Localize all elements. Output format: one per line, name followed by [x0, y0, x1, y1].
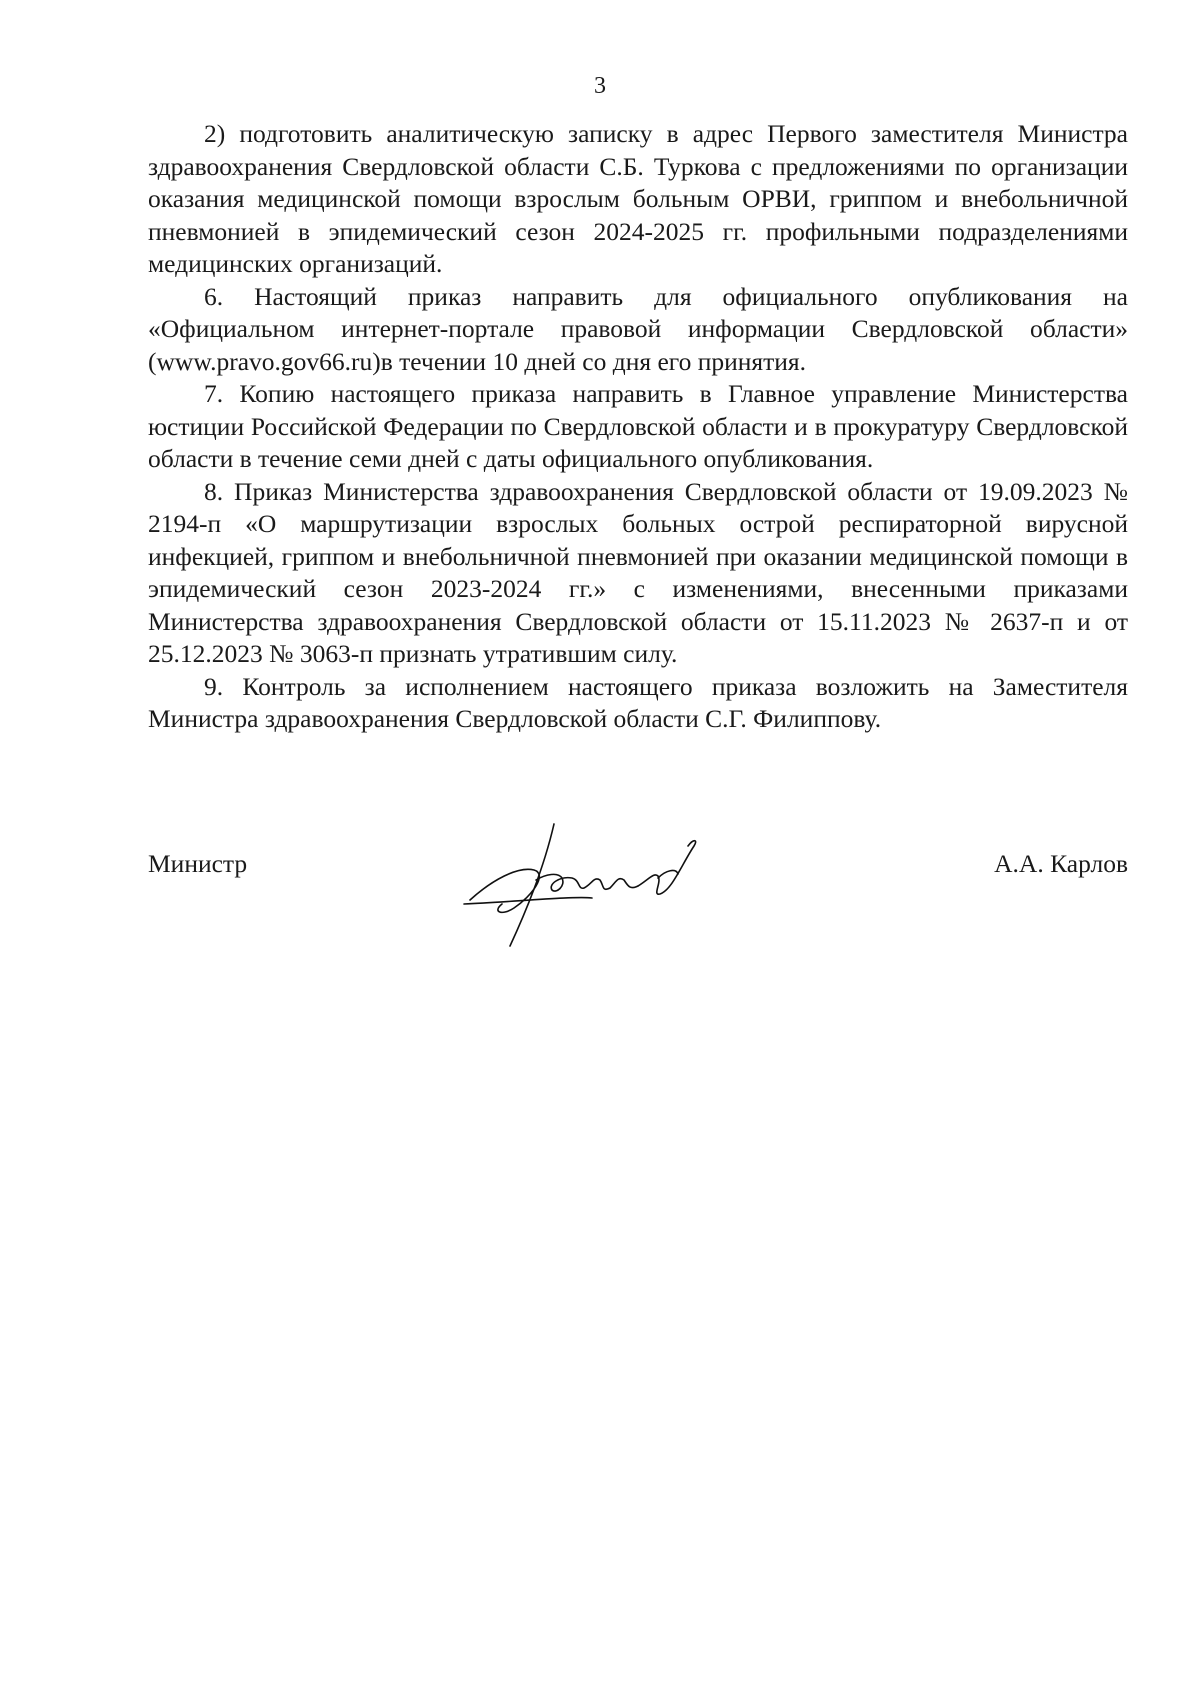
- paragraph-item-6: 6. Настоящий приказ направить для официального опубликования на «Официальном интернет-портале правовой информации Свердловской области» (www.pravo.gov66.ru)в течении 10 дней со дня его принятия.: [148, 281, 1128, 376]
- signature-stroke: [536, 874, 638, 891]
- signature-stroke: [658, 871, 678, 878]
- paragraph-item-8: 8. Приказ Министерства здравоохранения Свердловской области от 19.09.2023 № 2194-п «О маршрутизации взрослых больных острой респираторной вирусной инфекцией, гриппом и внебольничной пневмонией при оказании медицинской помощи в эпидемический сезон 2023-2024 гг.» с изменениями, внесенными приказами Министерства здравоохранения Свердловской области от 15.11.2023 № 2637-п и от 25.12.2023 № 3063-п признать утратившим силу.: [148, 476, 1128, 668]
- signature-stroke: [638, 841, 696, 894]
- document-body: [148, 118, 1128, 736]
- handwritten-signature: [462, 820, 732, 950]
- paragraph-item-9: 9. Контроль за исполнением настоящего приказа возложить на Заместителя Министра здравоохранения Свердловской области С.Г. Филиппову.: [148, 671, 1128, 733]
- signatory-name: А.А. Карлов: [994, 849, 1128, 878]
- paragraph-item-7: 7. Копию настоящего приказа направить в Главное управление Министерства юстиции Российской Федерации по Свердловской области и в прокуратуру Свердловской области в течение семи дней с даты официального опубликования.: [148, 379, 1128, 473]
- page-number: 3: [594, 73, 606, 99]
- signature-stroke: [470, 869, 539, 912]
- signature-stroke: [510, 824, 554, 946]
- signatory-title: Министр: [148, 849, 248, 878]
- paragraph-item-2: 2) подготовить аналитическую записку в адрес Первого заместителя Министра здравоохранения Свердловской области С.Б. Туркова с предложениями по организации оказания медицинской помощи взрослым больным ОРВИ, гриппом и внебольничной пневмонией в эпидемический сезон 2024-2025 гг. профильными подразделениями медицинских организаций.: [148, 119, 1128, 278]
